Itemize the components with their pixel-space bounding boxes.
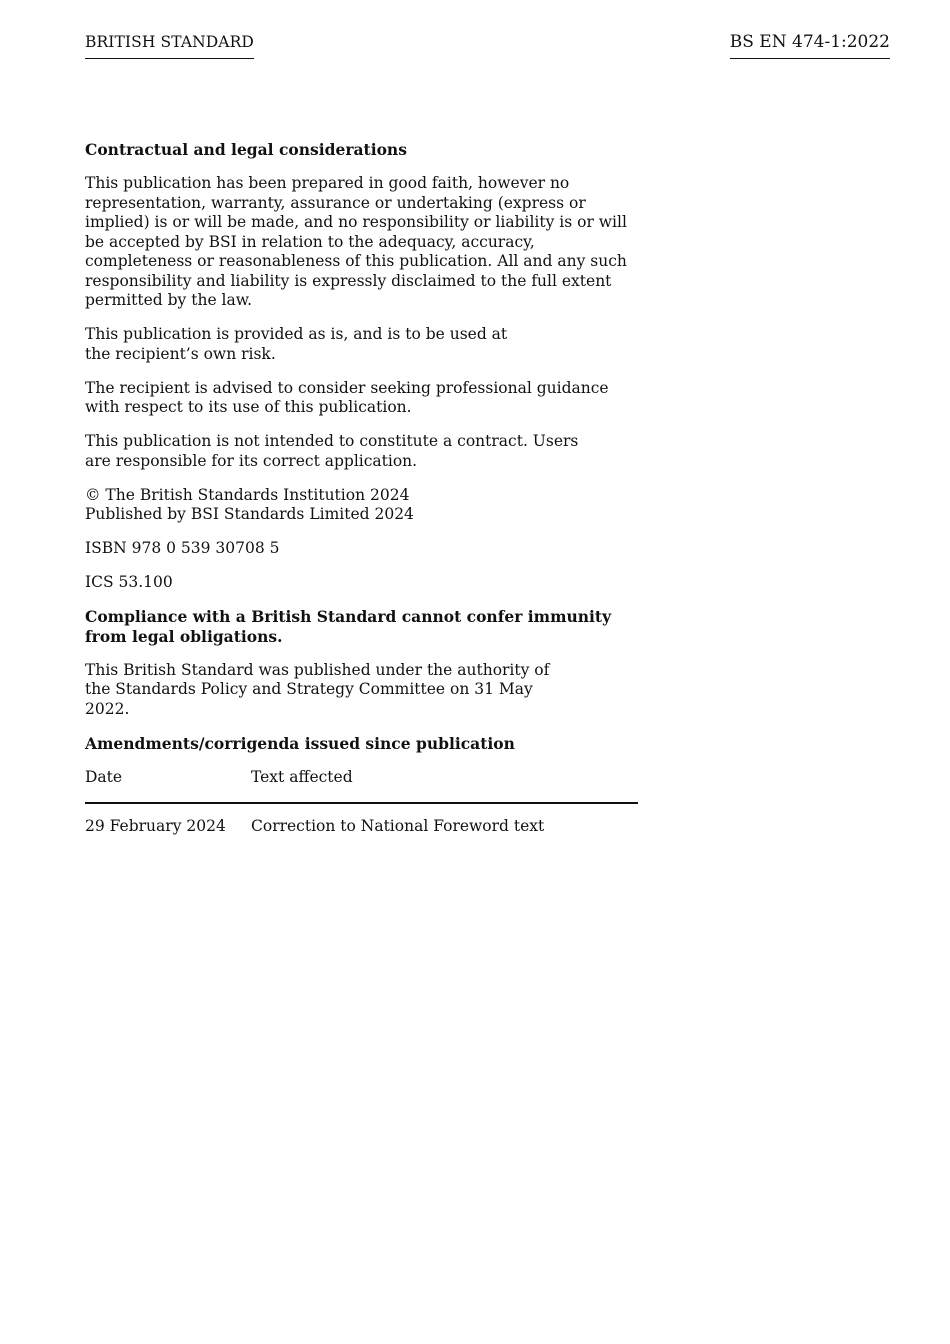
contractual-paragraph-1: This publication has been prepared in good faith, however no representation, warranty, assurance or undertaking (express or implied) is or will be made, and no responsibility or liability is or will be accepted by BSI in relation to the adequacy, accuracy, completeness or reasonableness of this publication. All and any such responsibility and liability is expressly disclaimed to the full extent permitted by the law. — [85, 174, 627, 309]
contractual-paragraph-4: This publication is not intended to constitute a contract. Users are responsible for its correct application. — [85, 432, 579, 470]
contractual-paragraph-3: The recipient is advised to consider seeking professional guidance with respect to its use of this publication. — [85, 378, 609, 416]
compliance-statement: Compliance with a British Standard cannot confer immunity from legal obligations. — [85, 607, 612, 646]
isbn: ISBN 978 0 539 30708 5 — [85, 539, 280, 557]
amendment-text-affected: Correction to National Foreword text — [251, 817, 545, 835]
contractual-paragraph-2: This publication is provided as is, and is to be used at the recipient’s own risk. — [85, 325, 508, 363]
authority-statement: This British Standard was published under the authority of the Standards Policy and Strategy Committee on 31 May 2022. — [85, 660, 550, 718]
copyright-block — [85, 486, 645, 525]
amendments-header-row — [85, 768, 638, 804]
copyright-line: © The British Standards Institution 2024 — [85, 485, 410, 504]
page-content — [85, 140, 645, 837]
amendments-heading: Amendments/corrigenda issued since publication — [85, 733, 515, 753]
column-header-date: Date — [85, 768, 251, 804]
amendment-date: 29 February 2024 — [85, 817, 226, 835]
amendments-table — [85, 768, 638, 837]
contractual-heading: Contractual and legal considerations — [85, 140, 407, 159]
published-by-line: Published by BSI Standards Limited 2024 — [85, 505, 414, 523]
column-header-text-affected: Text affected — [251, 768, 638, 804]
ics: ICS 53.100 — [85, 573, 173, 591]
table-row — [85, 803, 638, 837]
header-standard-number: BS EN 474-1:2022 — [730, 32, 890, 59]
header-publisher: BRITISH STANDARD — [85, 32, 254, 59]
